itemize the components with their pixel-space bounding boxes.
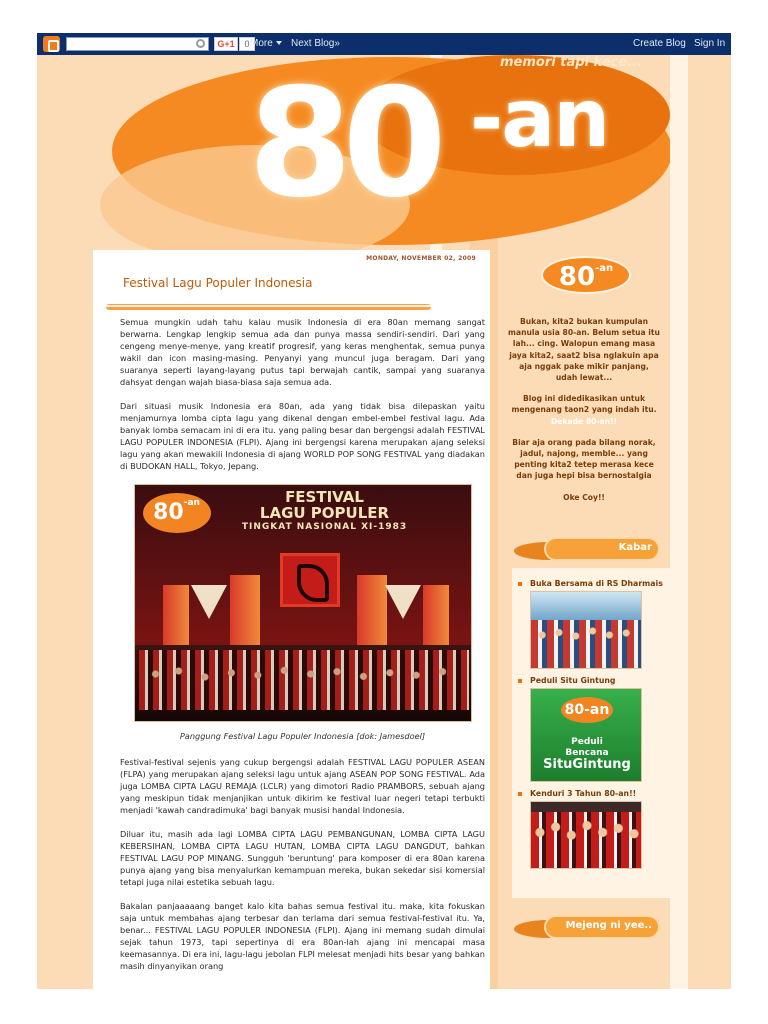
about-paragraph: Biar aja orang pada bilang norak, jadul, najong, memble... yang penting kita2 tetep merasa kece dan juga hepi bisa bernostalgia: [512, 437, 656, 481]
about-highlight: Dekade 80-an!!: [550, 416, 618, 426]
sidebar: [498, 250, 670, 989]
orchestra-performers: [139, 650, 469, 710]
more-menu-label: More: [250, 38, 273, 49]
blog-header[interactable]: [100, 55, 670, 250]
sidebar-logo-suffix: -an: [595, 263, 614, 274]
stage-triangle: [191, 585, 227, 619]
post-body: [120, 316, 485, 984]
post-paragraph: Dari situasi musik Indonesia era 80an, ada yang tidak bisa dilepaskan yaitu menjamurnya lomba cipta lagu yang dikenal dengan embel-embel festival lagu. Ada banyak lomba semacam ini di era itu. yang paling besar dan bergengsi adalah FESTIVAL LAGU POPULER INDONESIA (FLPI). Ajang ini bergengsi karena merupakan ajang seleksi lagu yang akan mewakili Indonesia di ajang WORLD POP SONG FESTIVAL yang diadakan di BUDOKAN HALL, Tokyo, Jepang.: [120, 401, 485, 471]
banner-line: FESTIVAL: [285, 488, 364, 506]
kabar-item-thumbnail[interactable]: [530, 591, 642, 669]
post-paragraph: Festival-festival sejenis yang cukup bergengsi adalah FESTIVAL LAGU POPULER ASEAN (FLPA) yang merupakan ajang seleksi lagu untuk ajang ASEAN POP SONG FESTIVAL. Ada juga LOMBA CIPTA LAGU REMAJA (LCLR) yang dimotori Radio PRAMBORS, sebuah ajang yang meskipun tidak menjanjikan untuk dikirim ke festival luar negeri tetapi terbukti menjadi 'kawah candradimuka' bagi banyak musisi handal Indonesia.: [120, 757, 485, 815]
about-blurb: [508, 316, 660, 513]
kabar-item-link[interactable]: Kenduri 3 Tahun 80-an!!: [530, 789, 637, 798]
list-item: [516, 675, 666, 782]
stage-pillar: [357, 575, 387, 647]
title-divider: [106, 304, 431, 310]
list-item: [516, 578, 666, 669]
kabar-widget-header: [514, 537, 660, 563]
post-paragraph: Diluar itu, masih ada lagi LOMBA CIPTA LAGU PEMBANGUNAN, LOMBA CIPTA LAGU KEBERSIHAN, LOMBA CIPTA LAGU HUTAN, LOMBA CIPTA LAGU DANGDUT, bahkan FESTIVAL LAGU POP MINANG. Sungguh 'beruntung' para komposer di era 80an karena punya ajang yang bisa menyalurkan kemampuan mereka, bukan sekedar sisi komersial tetapi juga nilai estetika sebuah lagu.: [120, 829, 485, 887]
search-icon[interactable]: [196, 39, 205, 48]
badge-number: 80: [153, 500, 184, 525]
post-paragraph: Semua mungkin udah tahu kalau musik Indonesia di era 80an memang sangat berwarna. Lengkap lengkip semua ada dan punya massa sendiri-sendiri. Dari yang cengeng menye-menye, yang kreatif progresif, yang keras menghentak, semua punya wakil dan icon masing-masing. Penyanyi yang muncul juga beragam. Dari yang suaranya seperti layang-layang putus tapi berwajah cantik, sampai yang suaranya dahsyat dengan wajah biasa-biasa saja semua ada.: [120, 317, 485, 387]
banner-line: LAGU POPULER: [259, 504, 390, 522]
thumb-text-line: SituGintung: [543, 757, 631, 772]
kabar-item-link[interactable]: Buka Bersama di RS Dharmais: [530, 579, 663, 588]
stage-pillar: [423, 585, 449, 647]
about-paragraph: Oke Coy!!: [563, 492, 605, 502]
next-blog-link[interactable]: Next Blog»: [291, 38, 340, 49]
photo-80an-badge: [143, 493, 211, 533]
blogger-logo-icon[interactable]: [43, 36, 60, 52]
post-date: MONDAY, NOVEMBER 02, 2009: [366, 255, 476, 262]
sidebar-logo-number: 80: [558, 262, 596, 292]
kabar-item-thumbnail[interactable]: [530, 688, 642, 782]
kabar-label: Kabar: [618, 542, 652, 553]
more-menu-button[interactable]: [250, 38, 282, 49]
post-paragraph: Bakalan panjaaaaang banget kalo kita bahas semua festival itu. maka, kita fokuskan saja untuk membahas ajang terbesar dan terlama dari semua festival-festival itu. Ya, benar... FESTIVAL LAGU POPULER INDONESIA (FLPI). Ajang ini memang sudah dimulai sejak tahun 1973, tapi sepertinya di era 80an-lah ajang ini mencapai masa keemasannya. Di era ini, lagu-lagu jebolan FLPI melesat menjadi hits besar yang bahkan masih dinyanyikan orang: [120, 901, 485, 971]
badge-suffix: -an: [183, 498, 200, 508]
post-title[interactable]: Festival Lagu Populer Indonesia: [123, 276, 313, 290]
kabar-item-link[interactable]: Peduli Situ Gintung: [530, 676, 616, 685]
stage-triangle: [385, 585, 421, 619]
sign-in-link[interactable]: Sign In: [694, 38, 726, 49]
photo-caption: Panggung Festival Lagu Populer Indonesia [dok: Jamesdoel]: [179, 731, 426, 741]
mejeng-widget-header: [514, 915, 660, 941]
blogger-navbar: [37, 33, 731, 55]
festival-stage-photo[interactable]: [134, 484, 472, 722]
list-item: [516, 788, 666, 869]
stage-pillar: [163, 585, 189, 647]
header-tagline: memori tapi kece...: [500, 55, 642, 70]
header-logo-number: 80: [248, 57, 437, 231]
main-column: [93, 250, 490, 989]
thumb-text: [539, 737, 635, 770]
chevron-down-icon: [276, 41, 282, 45]
google-plus-one-button[interactable]: G+1: [214, 37, 238, 51]
background-stripe: [670, 55, 688, 989]
thumb-text-line: Bencana: [565, 748, 609, 758]
create-blog-link[interactable]: Create Blog: [633, 38, 686, 49]
stage-banner: [195, 489, 455, 533]
sidebar-logo: [541, 256, 631, 294]
kabar-item-thumbnail[interactable]: [530, 801, 642, 869]
plus-one-count: 0: [239, 37, 255, 51]
stage-pillar: [230, 575, 260, 647]
about-paragraph: [508, 393, 660, 427]
about-paragraph: Bukan, kita2 bukan kumpulan manula usia 80-an. Belum setua itu lah... cing. Walopun emang masa jaya kita2, saat2 bisa nglakuin apa aja nggak pake mikir panjang, udah lewat...: [508, 317, 660, 383]
banner-line: TINGKAT NASIONAL XI-1983: [241, 522, 408, 532]
about-text: Blog ini didedikasikan untuk mengenang taon2 yang indah itu.: [511, 394, 657, 415]
header-logo-suffix: -an: [470, 72, 609, 165]
mejeng-label: Mejeng ni yee..: [565, 920, 652, 931]
stage-emblem: [280, 553, 340, 607]
blog-search-input[interactable]: [66, 37, 209, 51]
thumb-text-line: Peduli: [571, 737, 603, 747]
thumb-badge: 80-an: [561, 697, 613, 723]
kabar-list: [516, 578, 666, 875]
